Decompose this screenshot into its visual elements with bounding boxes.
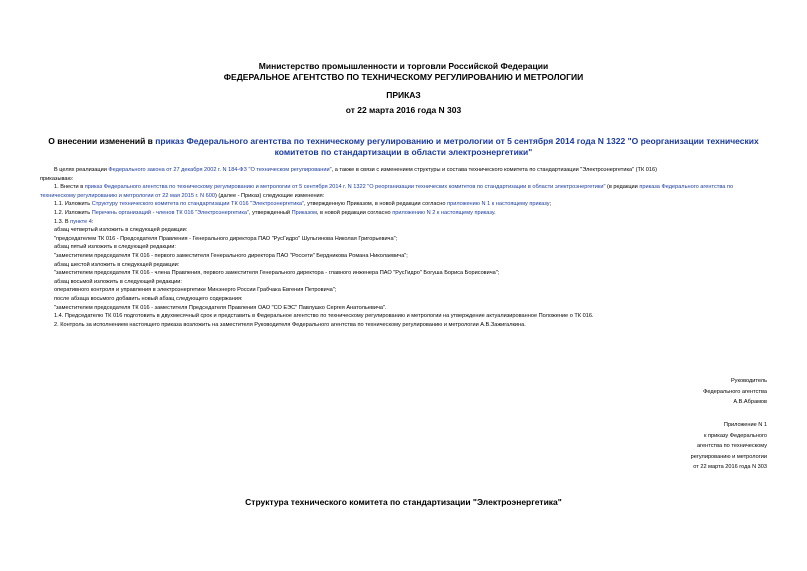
item-1-4: 1.4. Председателю ТК 016 подготовить в двухмесячный срок и представить в Федеральное агентство по техническому регулированию и метрологии на утверждение актуализированное Положение о ТК 016. [54, 313, 594, 320]
order-ref-link[interactable]: Приказом [291, 209, 317, 216]
item-1-1-text: 1.1. Изложить [54, 201, 92, 208]
order-link[interactable]: приказ Федерального агентства по техническому регулированию и метрологии от 5 сентября 2014 г. N 1322 "О реорганизации технических комитетов по стандартизации в области электроэнергетики" [84, 184, 606, 191]
structure-link[interactable]: Структуру технического комитета по стандартизации ТК 016 "Электроэнергетика" [91, 201, 304, 208]
amendment-line: "заместителем председателя ТК 016 - заместителя Председателя Правления ОАО "СО ЕЭС" Павлушко Сергея Анатольевича". [54, 304, 387, 311]
law-link[interactable]: Федерального закона от 27 декабря 2002 г. N 184-ФЗ "О техническом регулировании" [108, 167, 332, 173]
agency-name: ФЕДЕРАЛЬНОЕ АГЕНТСТВО ПО ТЕХНИЧЕСКОМУ РЕГУЛИРОВАНИЮ И МЕТРОЛОГИИ [223, 72, 584, 82]
intro-text-end: , а также в связи с изменением структуры и состава технического комитета по стандартизации "Электроэнергетика" (ТК 016) [331, 167, 657, 173]
order-edition-link[interactable]: приказа Федерального агентства по техническому регулированию и метрологии от 22 мая 2015 г. N 600 [40, 184, 734, 199]
item-1-text: 1. Внести в [54, 184, 85, 191]
members-list-link[interactable]: Перечень организаций - членов ТК 016 "Электроэнергетика" [91, 209, 249, 216]
attachment-line: к приказу Федерального [704, 432, 767, 439]
intro-text: В целях реализации [54, 167, 109, 173]
signature-name: А.В.Абрамов [733, 399, 767, 405]
amendment-line: "председателем ТК 016 - Председателя Правления - Генерального директора ПАО "РусГидро" Шульгинова Николая Григорьевича"; [54, 235, 398, 242]
item-1-2-mid2: , в новой редакции согласно [316, 209, 393, 216]
appendix-1-link[interactable]: приложению N 1 к настоящему приказу [447, 201, 550, 208]
document-type: ПРИКАЗ [386, 90, 421, 100]
appendix-2-link[interactable]: приложению N 2 к настоящему приказу [392, 209, 495, 216]
amendment-line: "заместителем председателя ТК 016 - члена Правления, первого заместителя Генерального директора - главного инженера ПАО "РусГидро" Богуша Бориса Борисовича"; [54, 270, 500, 277]
subject-link[interactable]: приказ Федерального агентства по техническому регулированию и метрологии от 5 сентября 2014 года N 1322 "О реорганизации технических комитетов по стандартизации в области электроэнергетики" [155, 136, 759, 157]
point-4-link[interactable]: пункте 4 [70, 218, 92, 225]
document-header [0, 61, 807, 83]
amendment-line: "заместителем председателя ТК 016 - первого заместителя Генерального директора ПАО "Россети" Бердникова Романа Николаевича"; [54, 252, 408, 259]
attachment-line: регулированию и метрологии [690, 453, 767, 460]
item-1-3-end: : [91, 218, 94, 225]
item-1-2-text: 1.2. Изложить [54, 209, 92, 216]
document-subject [0, 136, 807, 158]
amendment-line: абзац четвертый изложить в следующей редакции: [54, 227, 188, 234]
document-body [40, 166, 768, 329]
item-1-2 [40, 209, 768, 218]
item-1-2-mid: , утвержденный [248, 209, 292, 216]
item-1-end: ) (далее - Приказ) следующие изменения: [214, 192, 325, 199]
item-2: 2. Контроль за исполнением настоящего приказа возложить на заместителя Руководителя Федерального агентства по техническому регулированию и метрологии А.В.Зажигалкина. [54, 321, 526, 328]
item-1-1-end: ; [549, 201, 552, 208]
item-1-1 [40, 200, 768, 209]
structure-title: Структура технического комитета по стандартизации "Электроэнергетика" [245, 497, 562, 507]
item-1-3 [40, 218, 768, 227]
attachment-block [691, 420, 767, 473]
item-1-2-end: . [494, 209, 496, 216]
item-1 [40, 183, 768, 200]
intro-paragraph [40, 166, 768, 175]
item-1-3-text: 1.3. В [54, 218, 71, 225]
attachment-line: от 22 марта 2016 года N 303 [693, 464, 767, 470]
document-date: от 22 марта 2016 года N 303 [345, 105, 462, 115]
signature-block [703, 376, 767, 408]
item-1-1-mid: , утвержденную Приказом, в новой редакции согласно [304, 201, 448, 208]
signature-title: Руководитель [730, 378, 767, 384]
amendment-line: оперативного контроля и управления в электроэнергетике Минэнерго России Грабчака Евгения Петровича"; [54, 287, 337, 294]
amendment-line: абзац пятый изложить в следующей редакции: [54, 244, 176, 251]
order-word: приказываю: [40, 175, 74, 182]
item-1-mid: (в редакции [605, 184, 640, 191]
amendment-line: абзац шестой изложить в следующей редакции: [54, 261, 180, 268]
signature-org: Федерального агентства [703, 388, 767, 395]
attachment-line: агентства по техническому [696, 443, 767, 449]
amendment-line: абзац восьмой изложить в следующей редакции: [54, 278, 182, 285]
attachment-line: Приложение N 1 [723, 422, 767, 428]
amendment-line: после абзаца восьмого добавить новый абзац следующего содержания: [54, 295, 243, 302]
subject-prefix: О внесении изменений в [48, 136, 156, 146]
ministry-name: Министерство промышленности и торговли Российской Федерации [258, 61, 549, 71]
